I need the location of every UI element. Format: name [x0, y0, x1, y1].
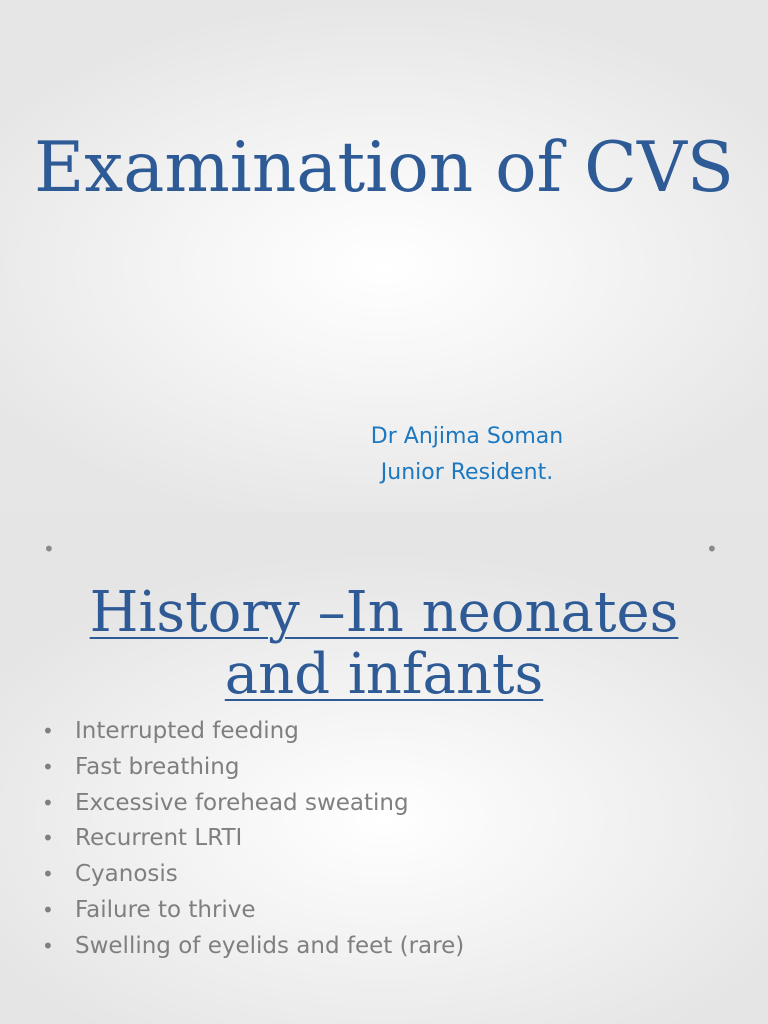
- bullet-icon: •: [42, 719, 54, 743]
- list-item-text: Swelling of eyelids and feet (rare): [75, 932, 465, 959]
- presenter-info: [290, 419, 644, 491]
- list-item: [42, 857, 464, 893]
- list-item-text: Excessive forehead sweating: [75, 789, 409, 816]
- history-title-line-2: and infants: [224, 642, 544, 707]
- presenter-role: Junior Resident.: [380, 460, 554, 485]
- symptom-list: [42, 714, 464, 965]
- list-item: [42, 714, 464, 750]
- list-item-text: Fast breathing: [75, 753, 240, 780]
- bullet-icon: •: [42, 754, 54, 779]
- history-slide: [0, 512, 768, 1024]
- slide-title-text: Examination of CVS: [33, 128, 735, 208]
- list-item: [42, 786, 464, 822]
- bullet-icon: •: [42, 790, 54, 815]
- list-item: [42, 929, 464, 965]
- stray-bullet-right: •: [706, 537, 718, 561]
- list-item-text: Cyanosis: [75, 861, 178, 888]
- slide-title: [0, 128, 768, 208]
- history-title: [0, 582, 768, 706]
- bullet-icon: •: [42, 862, 54, 887]
- bullet-icon: •: [42, 826, 54, 851]
- list-item-text: Interrupted feeding: [75, 718, 299, 744]
- stray-bullet-left: •: [43, 537, 55, 561]
- history-title-line-1: History –In neonates: [89, 580, 679, 645]
- list-item-text: Failure to thrive: [75, 896, 256, 923]
- bullet-icon: •: [42, 933, 54, 958]
- bullet-icon: •: [42, 897, 54, 922]
- presenter-name: Dr Anjima Soman: [370, 424, 564, 449]
- list-item: [42, 821, 464, 857]
- list-item-text: Recurrent LRTI: [75, 825, 243, 852]
- list-item: [42, 893, 464, 929]
- list-item: [42, 750, 464, 786]
